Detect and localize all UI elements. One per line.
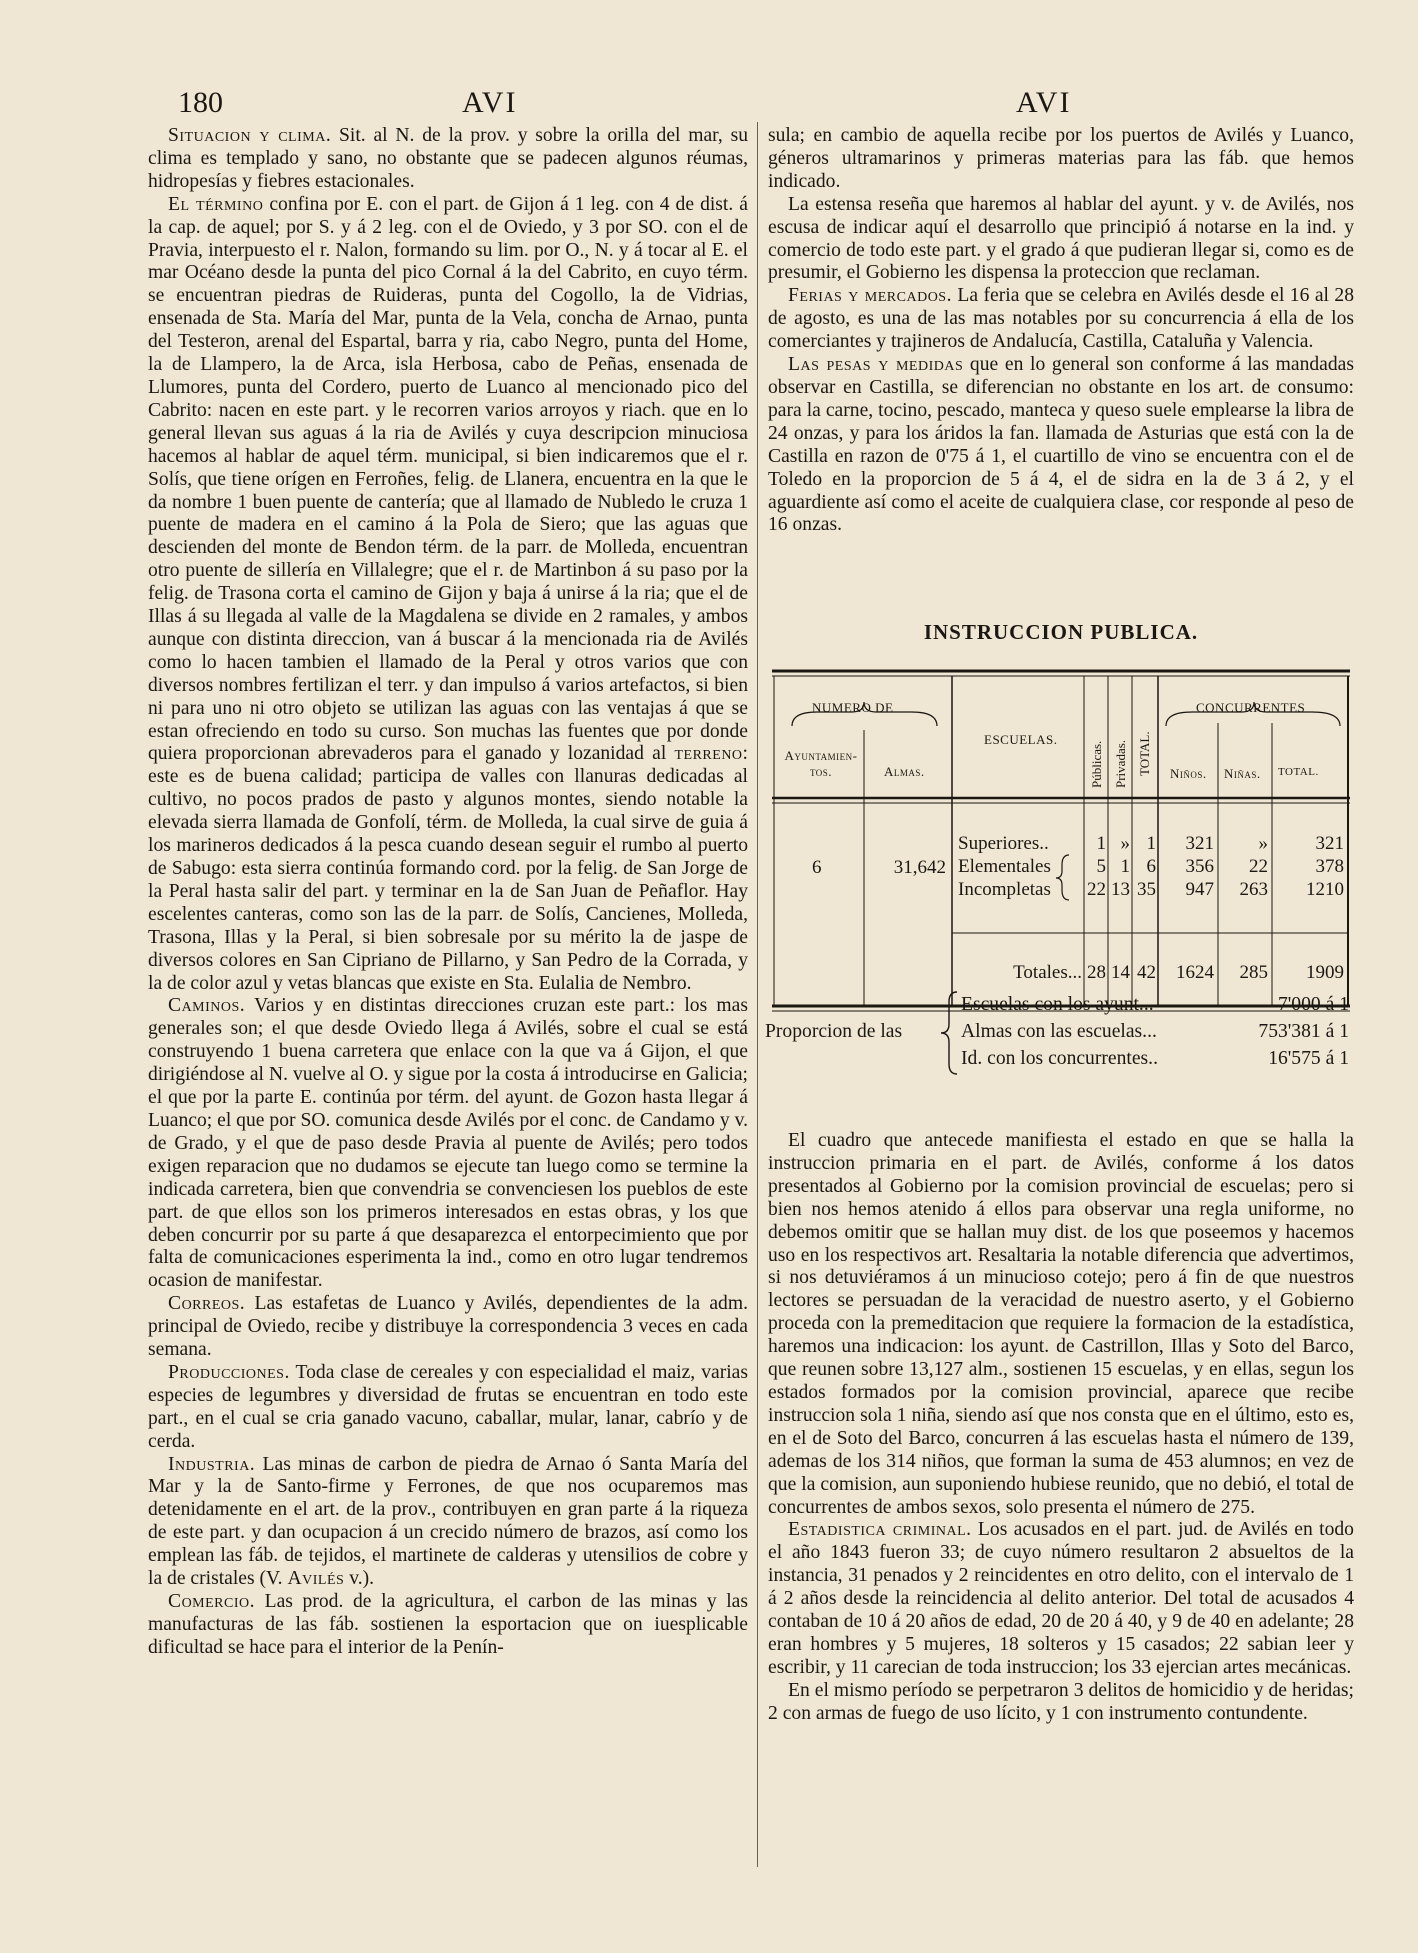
paragraph	[148, 125, 748, 194]
paragraph-text: Los acusados en el part. jud. de Avilés en todo el año 1843 fueron 33; de cuyo número resultaron 2 absueltos de la instancia, 31 penados y 2 reincidentes en otro delito, con el intervalo de 1 á 2 años desde la reincidencia al delito anterior. Del total de acusados 4 contaban de 10 á 20 años de edad, 20 de 20 á 40, y 9 de 40 en adelante; 28 eran hombres y 5 mujeres, 18 solteros y 15 casados; 22 sabian leer y escribir, y 11 carecian de toda instruccion; los 33 ejercian artes mecánicas.	[768, 1519, 1354, 1678]
paragraph	[148, 1591, 748, 1660]
proportion-value: 753'381 á 1	[1258, 1021, 1349, 1042]
paragraph	[768, 1130, 1354, 1519]
cell-ninos: 321	[1185, 833, 1214, 854]
paragraph	[768, 285, 1354, 354]
right-column-top	[768, 125, 1354, 537]
paragraph-lead: Correos.	[168, 1293, 246, 1315]
totals-pub: 28	[1087, 962, 1106, 983]
header-concurrentes: CONCURRENTES	[1196, 700, 1306, 715]
cell-total: 1210	[1306, 879, 1344, 900]
totals-ninos: 1624	[1176, 962, 1214, 983]
paragraph	[148, 1454, 748, 1591]
cell-ninos: 356	[1185, 856, 1214, 877]
cell-priv: 1	[1120, 856, 1130, 877]
paragraph-text: La estensa reseña que haremos al hablar del ayunt. y v. de Avilés, nos escusa de indicar aquí el desarrollo que principió á notarse en la ind. y comercio de todo este part. y el grado á que pudieran llegar si, como es de presumir, el Gobierno les dispensa la proteccion que reclaman.	[768, 193, 1354, 284]
paragraph-lead: Caminos.	[168, 995, 246, 1017]
paragraph-text: Las minas de carbon de piedra de Arnao ó Santa María del Mar y la de Santo-firme y Ferrones, de que nos ocuparemos mas detenidamente en el art. de la prov., contribuyen en gran parte á la riqueza de este part. y dan ocupacion á un crecido número de brazos, así como los emplean las fáb. de tejidos, el martinete de calderas y utensilios de cobre y la de cristales (V.	[148, 1453, 748, 1590]
column-divider	[757, 122, 758, 1867]
cell-total: 378	[1315, 856, 1344, 877]
header-ninas: Niñas.	[1224, 766, 1261, 781]
paragraph-lead: Ferias y mercados.	[788, 285, 952, 307]
paragraph-text: Varios y en distintas direcciones cruzan este part.: los mas generales son; el que desde Oviedo llega á Avilés, sobre el cual se está construyendo 1 buena carretera que enlace con la que va á Gijon, el que dirigiéndose al N. vuelve al O. y sigue por la costa á introducirse en Galicia; el que por la parte E. continúa por térm. del ayunt. de Gozon hasta llegar á Luanco; el que por SO. comunica desde Avilés por el conc. de Candamo y v. de Grado, y el que de paso desde Pravia al puente de Avilés; pero todos exigen reparacion que no dudamos se ejecute tan luego como se termine la indicada carretera, bien que convendria se convenciesen los pueblos de este part. de que ellos son los primeros interesados en estas obras, y los que deben concurrir por su parte á que desaparezca el entorpecimiento que por falta de comunicaciones esperimenta la ind., como en otro lugar tendremos ocasion de manifestar.	[148, 995, 748, 1292]
paragraph-text: Las prod. de la agricultura, el carbon de las minas y las manufacturas de las fáb. sostienen la esportacion que on iuesplicable dificultad se hace para el interior de la Penín-	[148, 1591, 748, 1658]
cell-pub: 5	[1096, 856, 1106, 877]
paragraph-lead: El término	[168, 193, 264, 215]
proportion-value: 7'000 á 1	[1277, 994, 1349, 1015]
cell-ninas: 22	[1249, 856, 1268, 877]
row-label: Incompletas	[958, 879, 1051, 900]
proportion-block	[765, 988, 1355, 1078]
proportion-item: Escuelas con los ayunt...	[961, 994, 1154, 1015]
paragraph	[148, 1362, 748, 1454]
cell-ayuntamientos: 6	[812, 857, 822, 878]
paragraph	[148, 194, 748, 996]
page-number: 180	[178, 86, 223, 119]
paragraph-lead: Producciones.	[168, 1361, 290, 1383]
paragraph-text: Toda clase de cereales y con especialidad el maiz, varias especies de legumbres y diversidad de frutas se encuentran en todo este part., en el cual se cria ganado vacuno, caballar, mular, lanar, cabrío y de cerda.	[148, 1361, 748, 1452]
header-publicas: Públicas.	[1089, 740, 1104, 788]
cell-priv: 13	[1111, 879, 1130, 900]
paragraph-lead: Industria.	[168, 1453, 256, 1475]
right-column-bottom	[768, 1130, 1354, 1726]
header-privadas: Privadas.	[1113, 739, 1128, 788]
paragraph-text: El cuadro que antecede manifiesta el estado en que se halla la instruccion primaria en el part. de Avilés, conforme á los datos presentados al Gobierno por la comision provincial de escuelas; pero si bien nos hemos atenido á ellos para observar una regla uniforme, no debemos omitir que se hallan muy dist. de los que poseemos y hacemos uso en los respectivos art. Resaltaria la notable diferencia que advertimos, si nos detuviéramos á un minucioso cotejo; pero á fin de que nuestros lectores se persuadan de la veracidad de nuestro aserto, y el Gobierno proceda con la premeditacion que requiere la formacion de la estadística, haremos una indicacion: los ayunt. de Castrillon, Illas y Soto del Barco, que reunen sobre 13,127 alm., sostienen 15 escuelas, y en ellas, segun los estados formados por la comision provincial, aparece que recibe instruccion sola 1 niña, siendo así que nos consta que en el último, esto es, en el de Soto del Barco, concurren á las escuelas hasta el número de 139, ademas de los 314 niños, que forman la suma de 453 alumnos; en vez de que la comision, aun suponiendo hubiese reunido, que no debió, el total de concurrentes de ambos sexos, solo presenta el número de 275.	[768, 1130, 1354, 1518]
header-numero-de: NUMERO DE	[812, 700, 894, 715]
header-ayuntamientos: Ayuntamien-tos.	[784, 748, 858, 779]
cell-tot: 1	[1146, 833, 1156, 854]
paragraph	[768, 194, 1354, 286]
header-escuelas: ESCUELAS.	[984, 732, 1058, 747]
paragraph	[148, 1293, 748, 1362]
paragraph	[148, 995, 748, 1293]
running-header-right: AVI	[1016, 86, 1072, 119]
paragraph-text: que en lo general son conforme á las mandadas observar en Castilla, se diferencian no obstante en los art. de consumo: para la carne, tocino, pescado, manteca y queso suele emplearse la libra de 24 onzas, y para los áridos la fan. llamada de Asturias que está con la de Castilla en razon de 0'75 á 1, el cuartillo de vino se encuentra con el de Toledo en la proporcion de 5 á 4, el de sidra en la de 3 á 2, y el aguardiente así como el aceite de cualquiera clase, cor responde al peso de 16 onzas.	[768, 354, 1354, 536]
header-total-concurrentes: TOTAL.	[1278, 766, 1319, 778]
paragraph-text: Las estafetas de Luanco y Avilés, dependientes de la adm. principal de Oviedo, recibe y distribuye la correspondencia 3 veces en cada semana.	[148, 1293, 748, 1361]
row-label: Elementales	[958, 856, 1051, 877]
proportion-item: Almas con las escuelas...	[961, 1021, 1157, 1042]
cell-pub: 22	[1087, 879, 1106, 900]
totals-tot: 42	[1137, 962, 1156, 983]
paragraph-text: confina por E. con el part. de Gijon á 1 leg. con 4 de dist. á la cap. de aquel; por S. y á 2 leg. con el de Oviedo, y 3 por SO. con el de Pravia, interpuesto el r. Nalon, formando su lim. por O., N. y á tocar al E. el mar Océano desde la punta del pico Cornal á la del Cabrito, en cuyo térm. se encuentran piedras de Ruideras, punta del Cogollo, la de Vidrias, ensenada de Sta. María del Mar, punta de la Vela, concha de Arnao, punta del Testeron, arenal del Espartal, barra y ria, cabo Negro, punta del Home, la de Llampero, la de Arca, isla Herbosa, cabo de Peñas, ensenada de Llumores, punta del Cordero, puerto de Luanco al mencionado pico del Cabrito: nacen en este part. y le recorren varios arroyos y riach. que en lo general llevan sus aguas á la ria de Avilés y cuya descripcion minuciosa hacemos al hablar de aquel térm. municipal, si bien indicaremos que el r. Solís, que tiene orígen en Ferroñes, felig. de Llanera, encuentra en la que le da nombre 1 buen puente de cantería; que al llamado de Nubledo le cruza 1 puente de madera en el camino á la Pola de Siero; que las aguas que descienden del monte de Bendon térm. de la parr. de Molleda, encuentran otro puente de sillería en Villalegre; que el r. de Martinbon á su paso por la felig. de Trasona corta el camino de Gijon y baja á unirse á la ria; que el de Illas á su llegada al valle de la Magdalena se divide en 2 ramales, y ambos aunque con distinta direccion, van á buscar á la mencionada ria de Avilés como lo hacen tambien el llamado de la Peral y otros varios que con diversos nombres fertilizan el terr. y dan impulso á varios artefactos, si bien ni para uno ni otro objeto se utilizan las aguas con las ventajas á que se estan ofreciendo en todo su curso. Son muchas las fuentes que por donde quiera proporcionan abrevaderos para el ganado y lozanidad al	[148, 193, 748, 765]
cell-tot: 35	[1137, 879, 1156, 900]
cell-ninas: 263	[1239, 879, 1268, 900]
paragraph-lead: Estadistica criminal.	[788, 1519, 972, 1541]
proportion-brace	[937, 990, 961, 1076]
paragraph-lead: Comercio.	[168, 1591, 256, 1612]
proportion-item: Id. con los concurrentes..	[961, 1048, 1158, 1069]
cell-almas: 31,642	[893, 857, 946, 878]
row-label: Superiores..	[958, 833, 1049, 854]
cell-ninos: 947	[1185, 879, 1214, 900]
paragraph	[768, 125, 1354, 194]
proportion-label: Proporcion de las	[765, 1021, 903, 1042]
paragraph-lead: Situacion y clima.	[168, 125, 332, 146]
header-almas: Almas.	[884, 764, 925, 779]
cell-total: 321	[1315, 833, 1344, 854]
paragraph-text: En el mismo período se perpetraron 3 delitos de homicidio y de heridas; 2 con armas de fuego de uso lícito, y 1 con instrumento contundente.	[768, 1679, 1354, 1724]
paragraph-text: sula; en cambio de aquella recibe por los puertos de Avilés y Luanco, géneros ultramarinos y primeras materias para las fáb. que hemos indicado.	[768, 125, 1354, 192]
totals-total: 1909	[1306, 962, 1344, 983]
cell-tot: 6	[1146, 856, 1156, 877]
totals-label: Totales...	[1013, 962, 1082, 983]
header-total-escuelas: TOTAL.	[1137, 731, 1152, 776]
paragraph-text: : este es de buena calidad; participa de valles con llanuras dedicadas al cultivo, no pocos prados de pasto y algunos montes, siendo notable la elevada sierra llamada de Gonfolí, térm. de Molleda, la cual sirve de guia á los marineros dedicados á la pesca cuando desean seguir el rumbo al puerto de Sabugo: esta sierra continúa formando cord. por la felig. de San Jorge de la Peral hasta salir del part. y terminar en la de San Juan de Peñaflor. Hay escelentes canteras, como son las de la parr. de Solís, Cancienes, Molleda, Trasona, Illas y la Peral, si bien sobresale por su mérito la de jaspe de diversos colores en San Cipriano de Pillarno, y San Pedro de la Corrada, y la de color azul y vetas blancas que existe en Sta. Eulalia de Nembro.	[148, 743, 748, 994]
cell-ninas: »	[1258, 833, 1268, 854]
paragraph-lead: Las pesas y medidas	[788, 354, 964, 376]
cell-priv: »	[1120, 833, 1130, 854]
totals-ninas: 285	[1239, 962, 1268, 983]
totals-priv: 14	[1111, 962, 1130, 983]
header-ninos: Niños.	[1170, 766, 1207, 781]
paragraph-lead: terreno	[674, 743, 743, 765]
proportion-value: 16'575 á 1	[1268, 1048, 1349, 1069]
paragraph-text: Sit. al N. de la prov. y sobre la orilla del mar, su clima es templado y sano, no obstante que se padecen algunos réumas, hidropesías y fiebres estacionales.	[148, 125, 749, 192]
paragraph-lead: Avilés	[287, 1568, 345, 1590]
cell-pub: 1	[1096, 833, 1106, 854]
paragraph	[768, 1519, 1354, 1679]
paragraph-text: v.).	[344, 1568, 375, 1590]
paragraph	[768, 354, 1354, 537]
left-column	[148, 125, 748, 1660]
section-title: INSTRUCCION PUBLICA.	[923, 620, 1199, 644]
paragraph-text: La feria que se celebra en Avilés desde el 16 al 28 de agosto, es una de las mas notables por su concurrencia á ella de los comerciantes y trajineros de Andalucía, Castilla, Cataluña y Valencia.	[768, 285, 1354, 353]
running-header-left: AVI	[462, 86, 518, 119]
paragraph	[768, 1680, 1354, 1726]
